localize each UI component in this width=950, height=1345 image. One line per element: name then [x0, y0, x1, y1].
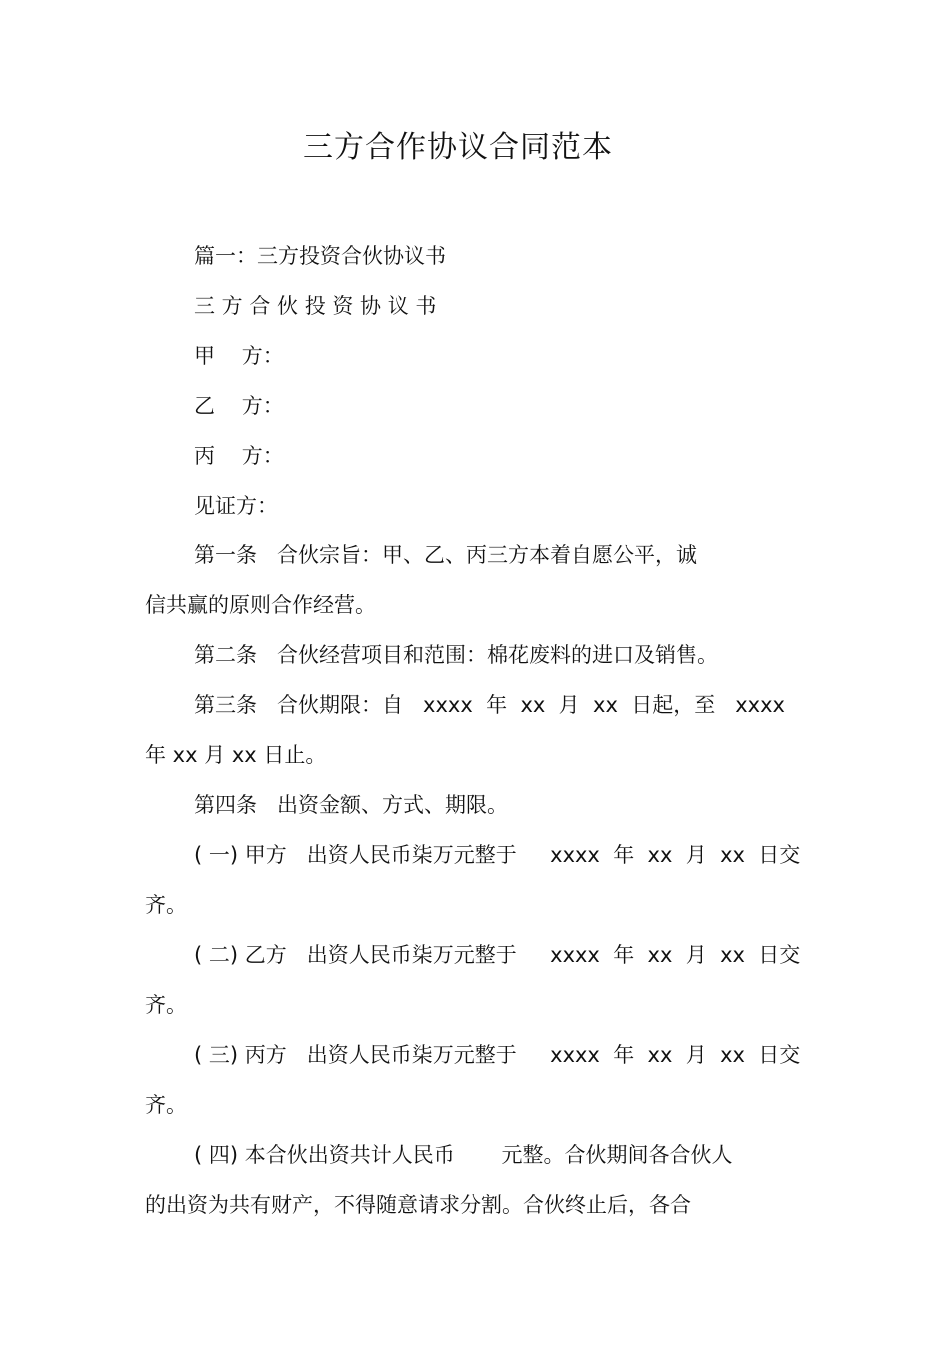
article-3-line-2: 年 xx 月 xx 日止。: [145, 743, 327, 767]
section-heading: 篇一：三方投资合伙协议书: [194, 244, 446, 268]
article-4-item-1-line-1: ( 一) 甲方 出资人民币柒万元整于 xxxx 年 xx 月 xx 日交: [194, 843, 801, 867]
article-4-item-2-line-2: 齐。: [145, 993, 187, 1017]
article-2: 第二条 合伙经营项目和范围：棉花废料的进口及销售。: [194, 643, 719, 667]
party-b-label: 乙 方：: [194, 394, 284, 418]
party-c-label: 丙 方：: [194, 444, 284, 468]
party-a-label: 甲 方：: [194, 344, 284, 368]
article-4-item-3-line-1: ( 三) 丙方 出资人民币柒万元整于 xxxx 年 xx 月 xx 日交: [194, 1043, 801, 1067]
article-4-item-3-line-2: 齐。: [145, 1093, 187, 1117]
article-1-line-1: 第一条 合伙宗旨：甲、乙、丙三方本着自愿公平，诚: [194, 543, 698, 567]
article-1-line-2: 信共赢的原则合作经营。: [145, 593, 376, 617]
document-title: 三方合作协议合同范本: [303, 130, 613, 165]
witness-label: 见证方：: [194, 494, 278, 518]
article-4-item-4-line-2: 的出资为共有财产，不得随意请求分割。合伙终止后，各合: [145, 1193, 691, 1217]
article-3-line-1: 第三条 合伙期限：自 xxxx 年 xx 月 xx 日起，至 xxxx: [194, 693, 785, 717]
agreement-heading: 三 方 合 伙 投 资 协 议 书: [194, 294, 437, 318]
article-4-item-1-line-2: 齐。: [145, 893, 187, 917]
article-4-heading: 第四条 出资金额、方式、期限。: [194, 793, 509, 817]
article-4-item-2-line-1: ( 二) 乙方 出资人民币柒万元整于 xxxx 年 xx 月 xx 日交: [194, 943, 801, 967]
article-4-item-4-line-1: ( 四) 本合伙出资共计人民币 元整。合伙期间各合伙人: [194, 1143, 733, 1167]
